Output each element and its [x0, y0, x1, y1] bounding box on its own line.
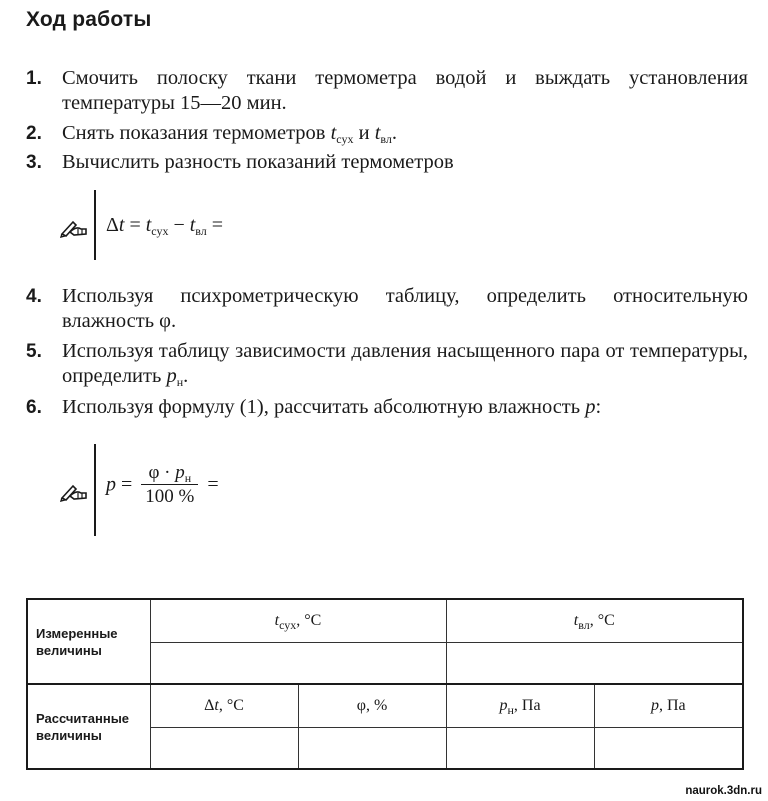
formula-delta-t: $\Delta t = t_{сух} - t_{вл}$ =	[106, 214, 224, 238]
step-2	[26, 121, 748, 146]
cell-t-dry-value[interactable]	[150, 643, 446, 685]
cell-t-wet-value[interactable]	[446, 643, 743, 685]
cell-p-sat-value[interactable]	[446, 728, 594, 770]
measured-label: Измеренные величины	[27, 599, 150, 684]
cell-p-value[interactable]	[594, 728, 743, 770]
formula-divider	[94, 444, 96, 536]
step-text: Используя таблицу зависимости давления насыщенного пара от температуры, определить $p_н$.	[62, 340, 748, 389]
step-number: 5.	[26, 341, 42, 362]
step-number: 1.	[26, 68, 42, 89]
results-table	[26, 598, 744, 770]
pencil-hand-icon	[60, 480, 88, 502]
step-5	[26, 339, 748, 389]
header-t-dry: $t_{сух}$, °С	[150, 599, 446, 643]
step-number: 4.	[26, 286, 42, 307]
header-phi: φ, %	[298, 684, 446, 728]
header-p-sat: $p_н$, Па	[446, 684, 594, 728]
watermark: naurok.3dn.ru	[685, 785, 762, 797]
step-text: Используя формулу (1), рассчитать абсолютную влажность p:	[62, 396, 602, 418]
step-text: Используя психрометрическую таблицу, определить относительную влажность φ.	[62, 285, 748, 332]
step-1	[26, 66, 748, 116]
step-number: 6.	[26, 397, 42, 418]
computed-label: Рассчитанные величины	[27, 684, 150, 769]
formula-absolute-humidity: p = $\frac{\varphi \cdot p_н}{100 \%}$ =	[106, 462, 219, 508]
step-text: Смочить полоску ткани термометра водой и выждать установления температуры 15—20 мин.	[62, 67, 748, 114]
cell-phi-value[interactable]	[298, 728, 446, 770]
step-text: Снять показания термометров $t_{сух}$ и $t_{вл}$.	[62, 122, 398, 146]
header-p: p, Па	[594, 684, 743, 728]
formula-divider	[94, 190, 96, 260]
step-number: 2.	[26, 123, 42, 144]
step-number: 3.	[26, 152, 42, 173]
step-text: Вычислить разность показаний термометров	[62, 151, 454, 173]
step-4	[26, 284, 748, 334]
page-title: Ход работы	[26, 8, 152, 31]
fraction: $\frac{\varphi \cdot p_н}{100 \%}$	[141, 462, 198, 509]
cell-delta-t-value[interactable]	[150, 728, 298, 770]
step-6	[26, 395, 748, 420]
step-3	[26, 150, 748, 175]
header-delta-t: Δt, °С	[150, 684, 298, 728]
header-t-wet: $t_{вл}$, °С	[446, 599, 743, 643]
pencil-hand-icon	[60, 216, 88, 238]
